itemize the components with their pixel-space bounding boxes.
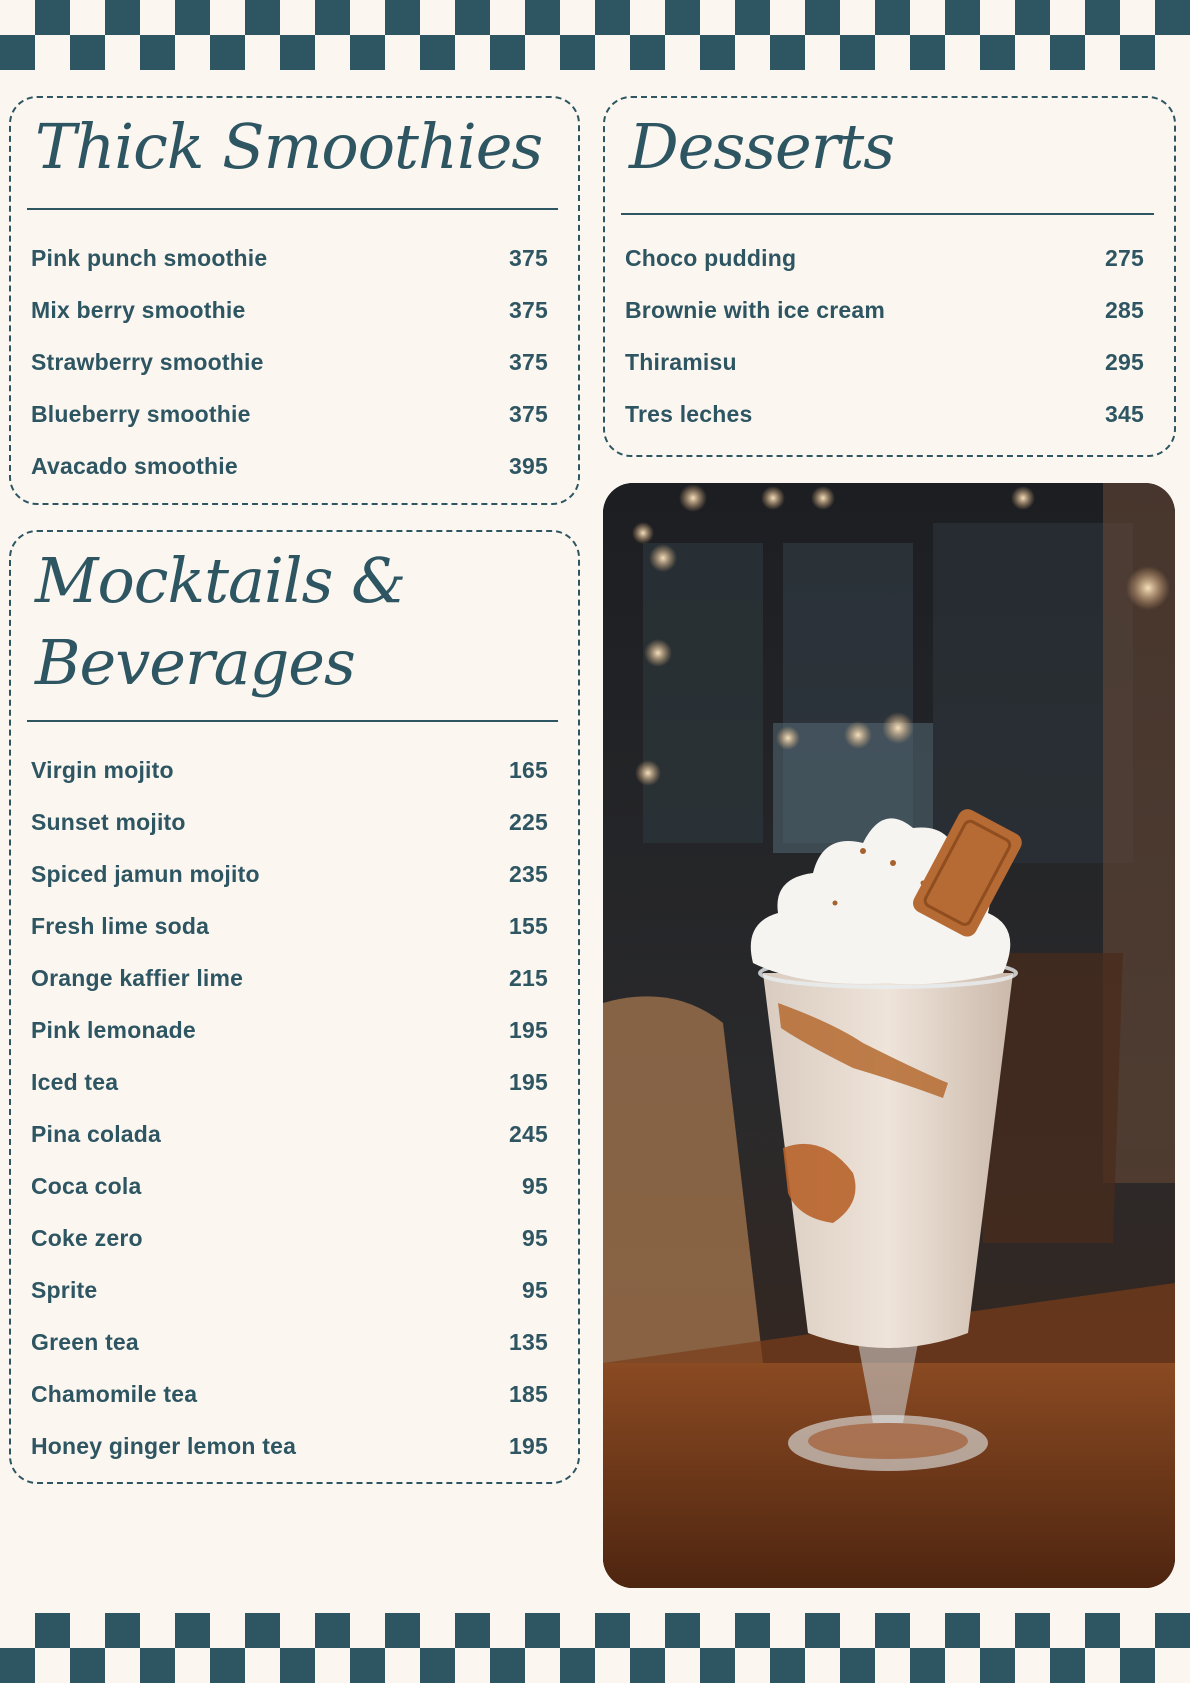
smoothies-list bbox=[31, 232, 548, 492]
menu-item bbox=[625, 232, 1144, 284]
menu-item-name: Spiced jamun mojito bbox=[31, 860, 260, 887]
mocktails-title bbox=[35, 540, 405, 704]
menu-item-price: 375 bbox=[509, 400, 548, 427]
menu-item-name: Iced tea bbox=[31, 1068, 119, 1095]
menu-item-name: Sprite bbox=[31, 1276, 98, 1303]
menu-item-name: Sunset mojito bbox=[31, 808, 186, 835]
menu-item-name: Pina colada bbox=[31, 1120, 162, 1147]
menu-item-price: 375 bbox=[509, 244, 548, 271]
mocktails-panel bbox=[9, 530, 580, 1484]
menu-item-price: 235 bbox=[509, 860, 548, 887]
menu-item-name: Fresh lime soda bbox=[31, 912, 210, 939]
desserts-title: Desserts bbox=[629, 110, 895, 183]
menu-item-name: Avacado smoothie bbox=[31, 452, 238, 479]
menu-item-price: 195 bbox=[509, 1068, 548, 1095]
menu-item bbox=[31, 744, 548, 796]
menu-item bbox=[31, 1160, 548, 1212]
menu-item-name: Choco pudding bbox=[625, 244, 797, 271]
menu-item-price: 395 bbox=[509, 452, 548, 479]
milkshake-illustration bbox=[603, 483, 1175, 1588]
menu-item-price: 135 bbox=[509, 1328, 548, 1355]
menu-item-price: 295 bbox=[1105, 348, 1144, 375]
menu-item-name: Chamomile tea bbox=[31, 1380, 198, 1407]
menu-item bbox=[31, 284, 548, 336]
menu-item bbox=[31, 440, 548, 492]
menu-item-price: 195 bbox=[509, 1432, 548, 1459]
menu-item bbox=[31, 1316, 548, 1368]
menu-item-price: 375 bbox=[509, 296, 548, 323]
desserts-panel bbox=[603, 96, 1176, 457]
menu-item bbox=[625, 284, 1144, 336]
menu-item-name: Green tea bbox=[31, 1328, 139, 1355]
mocktails-title-line1: Mocktails & bbox=[35, 544, 406, 617]
menu-item-price: 185 bbox=[509, 1380, 548, 1407]
menu-item-price: 285 bbox=[1105, 296, 1144, 323]
milkshake-photo bbox=[603, 483, 1175, 1588]
menu-item bbox=[31, 1212, 548, 1264]
menu-item-price: 195 bbox=[509, 1016, 548, 1043]
mocktails-title-line2: Beverages bbox=[35, 626, 355, 699]
menu-item-price: 95 bbox=[522, 1172, 548, 1199]
menu-item bbox=[31, 1108, 548, 1160]
smoothies-divider bbox=[27, 208, 558, 210]
checkered-border-bottom bbox=[0, 1613, 1190, 1683]
menu-item-name: Orange kaffier lime bbox=[31, 964, 244, 991]
menu-item-price: 95 bbox=[522, 1276, 548, 1303]
menu-item-name: Pink lemonade bbox=[31, 1016, 196, 1043]
checkered-border-top bbox=[0, 0, 1190, 70]
menu-item bbox=[31, 1004, 548, 1056]
menu-item-price: 155 bbox=[509, 912, 548, 939]
menu-item bbox=[31, 1368, 548, 1420]
smoothies-title: Thick Smoothies bbox=[35, 110, 543, 183]
menu-item-name: Tres leches bbox=[625, 400, 753, 427]
menu-item bbox=[31, 1264, 548, 1316]
menu-item-price: 245 bbox=[509, 1120, 548, 1147]
menu-item bbox=[625, 336, 1144, 388]
menu-item-name: Brownie with ice cream bbox=[625, 296, 886, 323]
menu-item bbox=[31, 1420, 548, 1472]
menu-item bbox=[31, 336, 548, 388]
menu-item-name: Coca cola bbox=[31, 1172, 142, 1199]
menu-item bbox=[31, 952, 548, 1004]
menu-item-name: Mix berry smoothie bbox=[31, 296, 246, 323]
menu-item-name: Honey ginger lemon tea bbox=[31, 1432, 297, 1459]
menu-item-price: 165 bbox=[509, 756, 548, 783]
menu-item bbox=[625, 388, 1144, 440]
menu-item bbox=[31, 796, 548, 848]
menu-item-price: 375 bbox=[509, 348, 548, 375]
menu-item-name: Coke zero bbox=[31, 1224, 143, 1251]
menu-item-price: 95 bbox=[522, 1224, 548, 1251]
menu-item-name: Virgin mojito bbox=[31, 756, 174, 783]
menu-item-price: 345 bbox=[1105, 400, 1144, 427]
desserts-divider bbox=[621, 213, 1154, 215]
menu-item-price: 225 bbox=[509, 808, 548, 835]
menu-item-price: 215 bbox=[509, 964, 548, 991]
menu-item-price: 275 bbox=[1105, 244, 1144, 271]
mocktails-divider bbox=[27, 720, 558, 722]
menu-item bbox=[31, 848, 548, 900]
menu-item-name: Strawberry smoothie bbox=[31, 348, 264, 375]
smoothies-panel bbox=[9, 96, 580, 505]
menu-item bbox=[31, 388, 548, 440]
menu-item-name: Pink punch smoothie bbox=[31, 244, 268, 271]
menu-item-name: Thiramisu bbox=[625, 348, 737, 375]
menu-item bbox=[31, 900, 548, 952]
menu-item-name: Blueberry smoothie bbox=[31, 400, 251, 427]
desserts-list bbox=[625, 232, 1144, 440]
menu-item bbox=[31, 232, 548, 284]
menu-item bbox=[31, 1056, 548, 1108]
mocktails-list bbox=[31, 744, 548, 1472]
